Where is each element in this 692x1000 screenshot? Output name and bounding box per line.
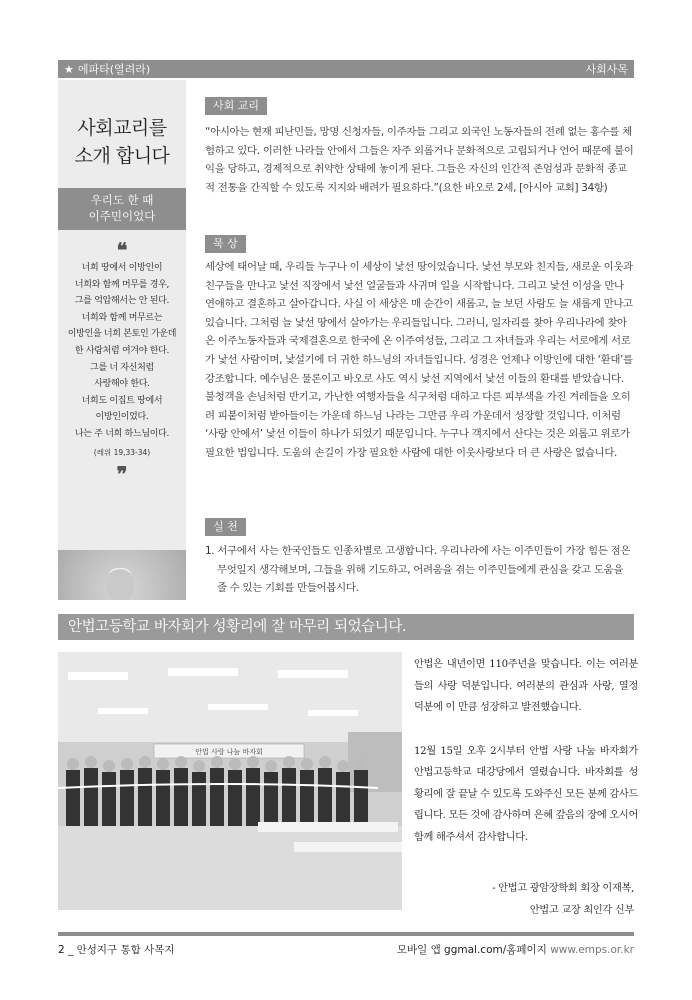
section-header-bar bbox=[58, 60, 634, 78]
sidebar-panel bbox=[58, 80, 186, 600]
event-description bbox=[414, 654, 638, 848]
verse-reference: (레위 19,33-34) bbox=[93, 447, 151, 457]
pope-praying-photo bbox=[58, 550, 186, 600]
website-link[interactable]: www.emps.or.kr bbox=[550, 944, 634, 956]
bazaar-ribbon-cutting-photo bbox=[58, 652, 402, 910]
footer-links bbox=[397, 942, 634, 957]
close-quote-icon: ❞ bbox=[116, 461, 128, 486]
mobile-app-link[interactable]: 모바일 앱 ggmal.com/홈페이지 bbox=[396, 944, 547, 956]
practice-tag: 실 천 bbox=[205, 518, 246, 536]
event-paragraph-2: 12월 15일 오후 2시부터 안법 사랑 나눔 바자회가 안법고등학교 대강당에서 열렸습니다. 바자회를 성황리에 잘 끝날 수 있도록 도와주신 모든 분께 감사드립니다. 모든 것에 감사하며 은혜 갚음의 장에 오시어 함께 해주셔서 감사합니다. bbox=[414, 745, 638, 843]
sidebar-subtitle: 우리도 한 때 이주민이었다 bbox=[58, 188, 186, 230]
star-icon: ★ bbox=[64, 62, 74, 76]
event-signature: - 안법고 광암장학회 회장 이재복, 안법고 교장 최인각 신부 bbox=[492, 883, 634, 916]
category-label: 사회사목 bbox=[585, 63, 628, 76]
page-number-label: 2 _ 안성지구 통합 사목지 bbox=[58, 944, 175, 956]
page-footer bbox=[58, 942, 634, 957]
section-title: 에파타(열려라) bbox=[77, 63, 151, 76]
meditation-tag: 묵 상 bbox=[205, 235, 246, 253]
event-banner: 안법고등학교 바자회가 성황리에 잘 마무리 되었습니다. bbox=[58, 614, 634, 640]
event-paragraph-1: 안법은 내년이면 110주년을 맞습니다. 이는 여러분들의 사랑 덕분입니다. 여러분의 관심과 사랑, 열정 덕분에 이 만큼 성장하고 발전했습니다. bbox=[414, 659, 638, 713]
open-quote-icon: ❝ bbox=[116, 238, 128, 262]
meditation-text: 세상에 태어날 때, 우리들 누구나 이 세상이 낯선 땅이었습니다. 낯선 부모와 친지들, 새로운 이웃과 친구들을 만나고 낯선 직장에서 낯선 얼굴들과 사귀며 일을 시작합니다. 그리고 낯선 이성을 만나 연애하고 결혼하고 살아갑니다. 사실 이 세상은 매 순간이 새롭고, 늘 보던 사람도 늘 새롭게 만나고 있습니다. 그처럼 늘 낯선 땅에서 살아가는 우리들입니다. 그러니, 일자리를 찾아 우리나라에 찾아온 이주노동자들과 국제결혼으로 한국에 온 이주여성들, 그리고 그 자녀들과 우리는 서로에게 서로가 낯선 사람이며, 낯설기에 더 귀한 하느님의 자녀들입니다. 성경은 언제나 이방인에 대한 ‘환대’를 강조합니다. 예수님은 물론이고 바오로 사도 역시 낯선 지역에서 낯선 이들의 환대를 받았습니다. 불청객을 손님처럼 반기고, 가난한 여행자들을 식구처럼 대하고 다른 피부색을 가진 겨레들을 오히려 피붙이처럼 받아들이는 가운데 하느님 나라는 그만큼 우리 가운데서 성장할 것입니다. 이처럼 ‘사랑 안에서’ 낯선 이들이 하나가 되었기 때문입니다. 누구나 객지에서 산다는 것은 외롭고 위로가 필요한 법입니다. 도움의 손길이 가장 필요한 사람에 대한 이웃사랑보다 더 큰 사랑은 없습니다. bbox=[205, 261, 633, 459]
doctrine-text: “아시아는 현재 피난민들, 망명 신청자들, 이주자들 그리고 외국인 노동자들의 전례 없는 홍수를 체험하고 있다. 이러한 나라들 안에서 그들은 자주 외롭거나 문화적으로 고립되거나 언어 때문에 불이익을 당하고, 경제적으로 취약한 상태에 놓이게 된다. 그들은 자신의 인간적 존엄성과 문화적 종교적 전통을 간직할 수 있도록 지지와 배려가 필요하다.”(요한 바오로 2세, [아시아 교회] 34항) bbox=[205, 126, 634, 194]
scripture-verse: 너희 땅에서 이방인이 너희와 함께 머무를 경우, 그를 억압해서는 안 된다. 너희와 함께 머무르는 이방인을 너희 본토인 가운데 한 사람처럼 여겨야 한다. 그를 너 자신처럼 사랑해야 한다. 너희도 이집트 땅에서 이방인이었다. 나는 주 너희 하느님이다. bbox=[67, 263, 177, 439]
doctrine-tag: 사회 교리 bbox=[205, 97, 267, 115]
photo-banner-text: 안법 사랑 나눔 바자회 bbox=[195, 748, 263, 756]
sidebar-title: 사회교리를 소개 합니다 bbox=[74, 117, 170, 167]
practice-text: 1. 서구에서 사는 한국인들도 인종차별로 고생합니다. 우리나라에 사는 이주민들이 가장 힘든 점은 무엇일지 생각해보며, 그들을 위해 기도하고, 어려움을 겪는 이주민들에게 관심을 갖고 도움을 줄 수 있는 기회를 만들어봅시다. bbox=[205, 545, 631, 595]
footer-divider bbox=[58, 932, 634, 936]
